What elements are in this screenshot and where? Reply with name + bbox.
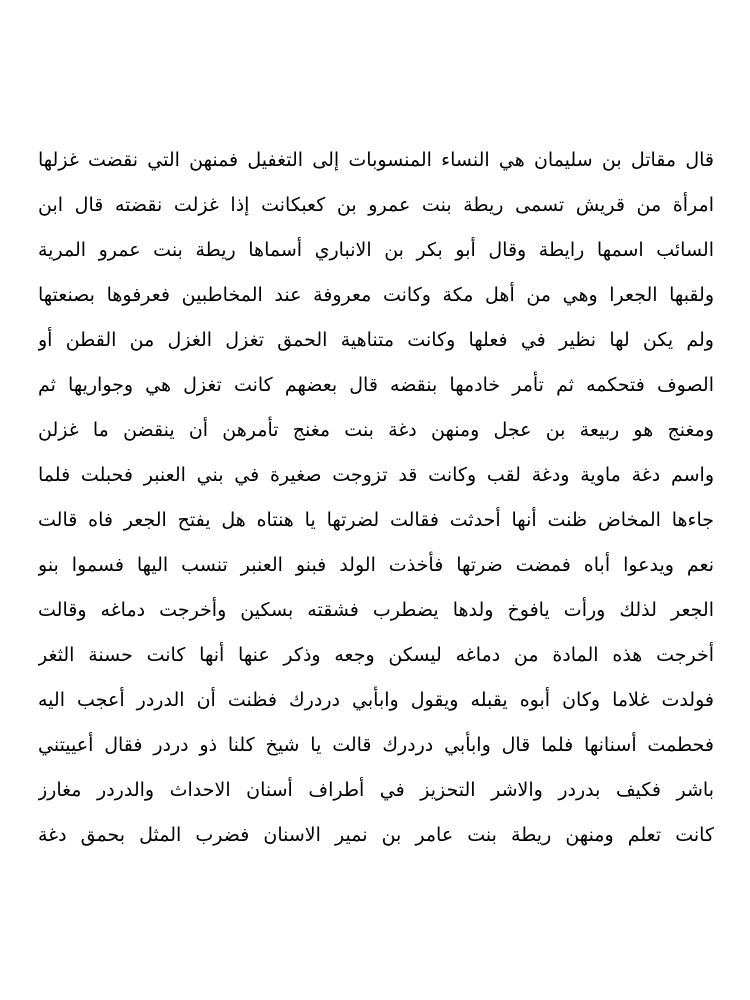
document-page	[38, 138, 714, 858]
text-line: قال مقاتل بن سليمان هي النساء المنسوبات إلى التغفيل فمنهن التي نقضت غزلها	[38, 149, 714, 171]
text-line: نعم ويدعوا أباه فمضت ضرتها فأخذت الولد فبنو العنبر تنسب اليها فسموا بنو	[38, 554, 714, 576]
text-line: امرأة من قريش تسمى ريطة بنت عمرو بن كعبكانت إذا غزلت نقضته قال ابن	[38, 194, 714, 216]
text-line: ومغنج هو ربيعة بن عجل ومنهن دغة بنت مغنج تأمرهن أن ينقضن ما غزلن	[38, 419, 714, 441]
text-line: الجعر لذلك ورأت يافوخ ولدها يضطرب فشقته بسكين وأخرجت دماغه وقالت	[38, 599, 714, 621]
text-line: جاءها المخاض ظنت أنها أحدثت فقالت لضرتها يا هنتاه هل يفتح الجعر فاه قالت	[38, 509, 714, 531]
text-line: كانت تعلم ومنهن ريطة بنت عامر بن نمير الاسنان فضرب المثل بحمق دغة	[38, 824, 714, 846]
text-line: ولم يكن لها نظير في فعلها وكانت متناهية الحمق تغزل الغزل من القطن أو	[38, 329, 714, 351]
text-line: باشر فكيف بدردر والاشر التحزيز في أطراف أسنان الاحداث والدردر مغارز	[38, 779, 714, 801]
text-line: أخرجت هذه المادة من دماغه ليسكن وجعه وذكر عنها أنها كانت حسنة الثغر	[38, 644, 714, 666]
text-line: فحطمت أسنانها فلما قال وابأبي دردرك قالت يا شيخ كلنا ذو دردر فقال أعييتني	[38, 734, 714, 756]
text-line: الصوف فتحكمه ثم تأمر خادمها بنقضه قال بعضهم كانت تغزل هي وجواريها ثم	[38, 374, 714, 396]
text-line: السائب اسمها رايطة وقال أبو بكر بن الانباري أسماها ريطة بنت عمرو المرية	[38, 239, 714, 261]
text-line: ولقبها الجعرا وهي من أهل مكة وكانت معروفة عند المخاطبين فعرفوها بصنعتها	[38, 284, 714, 306]
text-line: واسم دغة ماوية ودغة لقب وكانت قد تزوجت صغيرة في بني العنبر فحبلت فلما	[38, 464, 714, 486]
text-line: فولدت غلاما وكان أبوه يقبله ويقول وابأبي دردرك فظنت أن الدردر أعجب اليه	[38, 689, 714, 711]
